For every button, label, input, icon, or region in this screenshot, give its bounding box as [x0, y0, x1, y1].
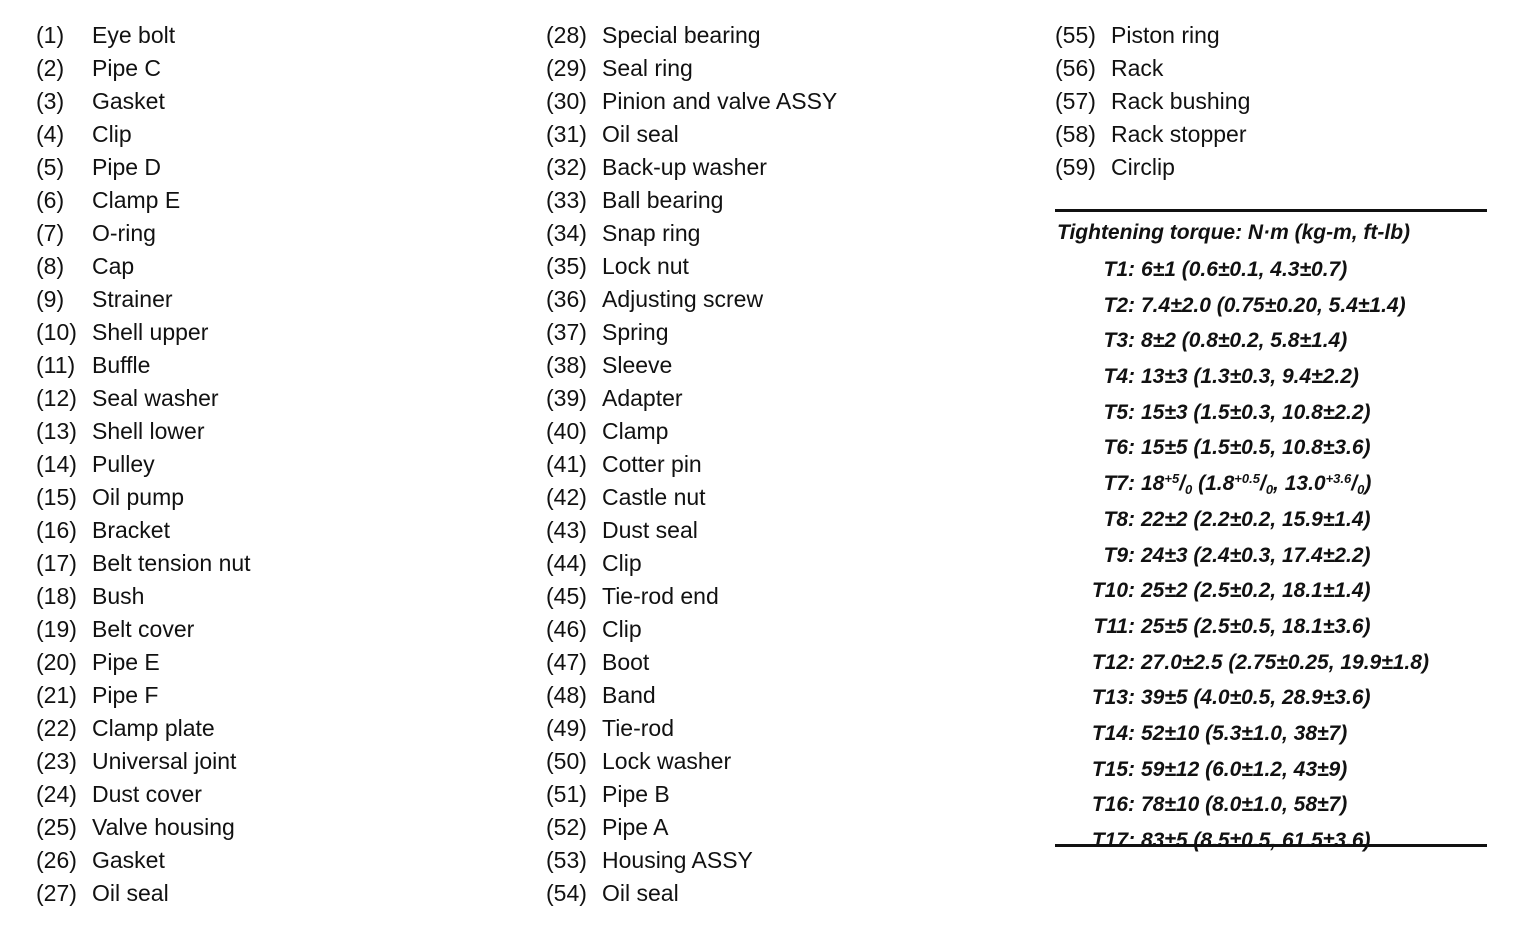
part-number: (18): [36, 583, 77, 609]
part-name: Adjusting screw: [602, 286, 764, 312]
part-number: (46): [546, 616, 587, 642]
torque-item: [1055, 787, 1487, 823]
part-item: [36, 184, 516, 217]
part-item: [36, 217, 516, 250]
part-name: Clamp: [602, 418, 669, 444]
part-name: Pinion and valve ASSY: [602, 88, 838, 114]
part-number: (9): [36, 286, 65, 312]
part-item: [1055, 151, 1495, 184]
torque-value: 7.4±2.0 (0.75±0.20, 5.4±1.4): [1141, 293, 1406, 317]
part-number: (33): [546, 187, 587, 213]
part-name: Snap ring: [602, 220, 701, 246]
torque-value: 59±12 (6.0±1.2, 43±9): [1141, 757, 1348, 781]
torque-item: [1055, 680, 1487, 716]
part-number: (31): [546, 121, 587, 147]
torque-value: [1141, 466, 1371, 502]
part-item: [36, 844, 516, 877]
part-name: Clamp plate: [92, 715, 215, 741]
torque-title: Tightening torque: N·m (kg-m, ft-lb): [1057, 221, 1411, 244]
torque-label: T10:: [1091, 579, 1135, 603]
torque-item: [1055, 538, 1487, 574]
part-number: (8): [36, 253, 65, 279]
part-item: [36, 415, 516, 448]
torque-item: [1055, 430, 1487, 466]
part-number: (49): [546, 715, 587, 741]
tolerance-lower: 0: [1357, 482, 1365, 498]
part-number: (29): [546, 55, 587, 81]
part-name: Band: [602, 682, 656, 708]
part-name: Bracket: [92, 517, 170, 543]
torque-list: [1055, 252, 1487, 859]
part-name: Boot: [602, 649, 650, 675]
part-name: Special bearing: [602, 22, 761, 48]
torque-value: 78±10 (8.0±1.0, 58±7): [1141, 793, 1348, 817]
torque-base: , 13.0: [1273, 472, 1326, 496]
torque-value: 15±3 (1.5±0.3, 10.8±2.2): [1141, 400, 1371, 424]
parts-list-1: [36, 19, 516, 910]
part-number: (50): [546, 748, 587, 774]
part-item: [546, 316, 1026, 349]
part-item: [36, 613, 516, 646]
part-name: Cotter pin: [602, 451, 702, 477]
torque-value: 15±5 (1.5±0.5, 10.8±3.6): [1141, 436, 1371, 460]
part-number: (10): [36, 319, 77, 345]
part-item: [546, 52, 1026, 85]
part-item: [546, 877, 1026, 910]
part-number: (26): [36, 847, 77, 873]
part-number: (22): [36, 715, 77, 741]
torque-label: T6:: [1103, 436, 1135, 460]
torque-label: T4:: [1103, 365, 1135, 389]
part-number: (12): [36, 385, 77, 411]
part-item: [36, 514, 516, 547]
part-number: (48): [546, 682, 587, 708]
torque-label: T15:: [1091, 757, 1135, 781]
part-item: [546, 745, 1026, 778]
part-number: (1): [36, 22, 65, 48]
part-number: (47): [546, 649, 587, 675]
fraction-slash: /: [1179, 472, 1186, 496]
part-name: Lock nut: [602, 253, 689, 279]
part-item: [36, 745, 516, 778]
part-number: (43): [546, 517, 587, 543]
part-name: Sleeve: [602, 352, 673, 378]
part-item: [546, 778, 1026, 811]
part-item: [546, 580, 1026, 613]
part-item: [546, 184, 1026, 217]
tolerance-upper: +5: [1164, 471, 1180, 487]
part-number: (40): [546, 418, 587, 444]
part-item: [36, 118, 516, 151]
part-item: [36, 349, 516, 382]
part-name: Cap: [92, 253, 135, 279]
torque-item: [1055, 359, 1487, 395]
part-number: (4): [36, 121, 65, 147]
part-item: [546, 250, 1026, 283]
torque-item: [1055, 252, 1487, 288]
part-item: [36, 19, 516, 52]
part-item: [546, 85, 1026, 118]
part-number: (5): [36, 154, 65, 180]
torque-value: 8±2 (0.8±0.2, 5.8±1.4): [1141, 329, 1348, 353]
part-name: Pipe D: [92, 154, 162, 180]
part-name: Seal ring: [602, 55, 693, 81]
part-number: (56): [1055, 55, 1096, 81]
part-item: [546, 613, 1026, 646]
part-item: [546, 415, 1026, 448]
part-name: Ball bearing: [602, 187, 724, 213]
part-item: [36, 580, 516, 613]
torque-label: T11:: [1093, 614, 1135, 638]
torque-label: T1:: [1103, 258, 1135, 281]
part-number: (17): [36, 550, 77, 576]
part-item: [36, 283, 516, 316]
part-item: [546, 481, 1026, 514]
part-number: (3): [36, 88, 65, 114]
part-item: [36, 448, 516, 481]
part-item: [546, 349, 1026, 382]
torque-value: 25±5 (2.5±0.5, 18.1±3.6): [1141, 614, 1371, 638]
torque-label: T5:: [1103, 400, 1135, 424]
part-number: (13): [36, 418, 77, 444]
part-number: (55): [1055, 22, 1096, 48]
torque-item: [1055, 323, 1487, 359]
part-item: [546, 118, 1026, 151]
part-number: (41): [546, 451, 587, 477]
part-item: [36, 481, 516, 514]
part-name: Rack stopper: [1111, 121, 1247, 147]
part-name: Clamp E: [92, 187, 181, 213]
part-item: [36, 250, 516, 283]
part-name: Oil seal: [602, 880, 679, 906]
part-name: Tie-rod end: [602, 583, 719, 609]
part-number: (28): [546, 22, 587, 48]
part-item: [546, 646, 1026, 679]
part-name: Adapter: [602, 385, 683, 411]
part-name: Pipe A: [602, 814, 669, 840]
part-number: (24): [36, 781, 77, 807]
tightening-torque-table: [1055, 209, 1487, 852]
part-item: [546, 844, 1026, 877]
part-item: [546, 712, 1026, 745]
part-item: [36, 811, 516, 844]
part-name: Spring: [602, 319, 669, 345]
part-name: Oil seal: [602, 121, 679, 147]
torque-item: [1055, 823, 1487, 859]
part-number: (36): [546, 286, 587, 312]
torque-value: 25±2 (2.5±0.2, 18.1±1.4): [1141, 579, 1371, 603]
part-item: [546, 382, 1026, 415]
parts-list-2: [546, 19, 1026, 910]
part-item: [546, 547, 1026, 580]
part-name: Gasket: [92, 88, 165, 114]
torque-item: [1055, 502, 1487, 538]
tolerance-upper: +0.5: [1234, 471, 1260, 487]
torque-label: T2:: [1103, 293, 1135, 317]
part-name: Strainer: [92, 286, 173, 312]
part-number: (58): [1055, 121, 1096, 147]
torque-value: 39±5 (4.0±0.5, 28.9±3.6): [1141, 686, 1371, 710]
torque-base: 18: [1141, 472, 1165, 496]
fraction-slash: /: [1259, 472, 1266, 496]
torque-value: 24±3 (2.4±0.3, 17.4±2.2): [1141, 543, 1371, 567]
part-item: [546, 448, 1026, 481]
part-number: (20): [36, 649, 77, 675]
part-item: [36, 85, 516, 118]
part-item: [546, 151, 1026, 184]
part-item: [36, 712, 516, 745]
torque-label: T13:: [1091, 686, 1135, 710]
part-name: Clip: [602, 550, 642, 576]
part-name: Eye bolt: [92, 22, 176, 48]
torque-label: T8:: [1103, 507, 1135, 531]
part-item: [546, 19, 1026, 52]
torque-label: T9:: [1103, 543, 1135, 567]
torque-item: [1055, 609, 1487, 645]
part-number: (23): [36, 748, 77, 774]
torque-value: 6±1 (0.6±0.1, 4.3±0.7): [1141, 258, 1348, 281]
part-number: (7): [36, 220, 65, 246]
part-name: Universal joint: [92, 748, 237, 774]
part-item: [1055, 85, 1495, 118]
part-name: Belt tension nut: [92, 550, 251, 576]
part-number: (16): [36, 517, 77, 543]
part-name: Buffle: [92, 352, 151, 378]
torque-item: [1055, 716, 1487, 752]
tolerance-lower: 0: [1265, 482, 1274, 498]
part-name: Dust seal: [602, 517, 698, 543]
part-name: Clip: [602, 616, 642, 642]
part-number: (11): [36, 352, 76, 378]
part-name: Pipe C: [92, 55, 162, 81]
part-item: [546, 217, 1026, 250]
torque-label: T3:: [1103, 329, 1135, 353]
parts-list-3: [1055, 19, 1495, 184]
torque-item: [1055, 752, 1487, 788]
part-item: [36, 316, 516, 349]
part-number: (25): [36, 814, 77, 840]
part-number: (32): [546, 154, 587, 180]
torque-value: 27.0±2.5 (2.75±0.25, 19.9±1.8): [1141, 650, 1429, 674]
part-name: Shell upper: [92, 319, 209, 345]
part-name: Circlip: [1111, 154, 1175, 180]
part-item: [36, 151, 516, 184]
part-number: (44): [546, 550, 587, 576]
part-number: (34): [546, 220, 587, 246]
part-name: Oil seal: [92, 880, 169, 906]
part-number: (39): [546, 385, 587, 411]
torque-label: T14:: [1091, 721, 1135, 745]
part-item: [1055, 52, 1495, 85]
part-name: Tie-rod: [602, 715, 674, 741]
fraction-slash: /: [1351, 472, 1358, 496]
part-number: (2): [36, 55, 65, 81]
part-name: Dust cover: [92, 781, 202, 807]
part-number: (6): [36, 187, 65, 213]
torque-value: 13±3 (1.3±0.3, 9.4±2.2): [1141, 365, 1359, 389]
part-name: Seal washer: [92, 385, 219, 411]
part-name: Lock washer: [602, 748, 732, 774]
part-name: Bush: [92, 583, 145, 609]
part-item: [546, 514, 1026, 547]
torque-label: T16:: [1091, 793, 1135, 817]
part-number: (51): [546, 781, 587, 807]
part-name: Pipe F: [92, 682, 159, 708]
part-number: (53): [546, 847, 587, 873]
part-number: (38): [546, 352, 587, 378]
part-item: [36, 679, 516, 712]
torque-item: [1055, 466, 1487, 502]
part-number: (21): [36, 682, 77, 708]
part-item: [546, 811, 1026, 844]
part-number: (19): [36, 616, 77, 642]
tolerance-upper: +3.6: [1325, 471, 1352, 487]
part-item: [36, 52, 516, 85]
torque-value: 52±10 (5.3±1.0, 38±7): [1141, 721, 1348, 745]
torque-value: 22±2 (2.2±0.2, 15.9±1.4): [1141, 507, 1371, 531]
parts-column-2: [546, 19, 1026, 910]
parts-column-3: [1055, 19, 1495, 184]
part-name: Belt cover: [92, 616, 195, 642]
part-number: (42): [546, 484, 587, 510]
closing-paren: ): [1364, 472, 1372, 496]
part-name: Piston ring: [1111, 22, 1220, 48]
part-name: Rack: [1111, 55, 1164, 81]
part-item: [36, 547, 516, 580]
part-number: (37): [546, 319, 587, 345]
torque-label: T17:: [1091, 829, 1135, 852]
part-number: (14): [36, 451, 77, 477]
part-name: Shell lower: [92, 418, 205, 444]
part-number: (52): [546, 814, 587, 840]
part-item: [1055, 118, 1495, 151]
part-number: (27): [36, 880, 77, 906]
part-name: Pipe B: [602, 781, 670, 807]
part-item: [546, 679, 1026, 712]
part-number: (54): [546, 880, 587, 906]
torque-label: T7:: [1103, 472, 1135, 496]
part-item: [36, 646, 516, 679]
part-number: (59): [1055, 154, 1096, 180]
part-number: (15): [36, 484, 77, 510]
torque-label: T12:: [1091, 650, 1135, 674]
torque-value: 83±5 (8.5±0.5, 61.5±3.6): [1141, 829, 1371, 852]
torque-base: (1.8: [1192, 472, 1235, 496]
part-number: (35): [546, 253, 587, 279]
part-number: (57): [1055, 88, 1096, 114]
part-name: Castle nut: [602, 484, 706, 510]
part-name: Housing ASSY: [602, 847, 753, 873]
part-item: [36, 778, 516, 811]
torque-item: [1055, 573, 1487, 609]
part-name: Back-up washer: [602, 154, 767, 180]
part-name: Valve housing: [92, 814, 235, 840]
part-item: [1055, 19, 1495, 52]
part-name: Gasket: [92, 847, 165, 873]
part-item: [546, 283, 1026, 316]
part-name: Pipe E: [92, 649, 160, 675]
part-name: Oil pump: [92, 484, 185, 510]
part-name: Rack bushing: [1111, 88, 1251, 114]
part-number: (30): [546, 88, 587, 114]
torque-item: [1055, 288, 1487, 324]
part-item: [36, 382, 516, 415]
part-number: (45): [546, 583, 587, 609]
part-name: Pulley: [92, 451, 155, 477]
part-name: O-ring: [92, 220, 156, 246]
part-name: Clip: [92, 121, 132, 147]
tolerance-lower: 0: [1185, 482, 1193, 498]
torque-item: [1055, 645, 1487, 681]
parts-column-1: [36, 19, 516, 910]
torque-item: [1055, 395, 1487, 431]
part-item: [36, 877, 516, 910]
